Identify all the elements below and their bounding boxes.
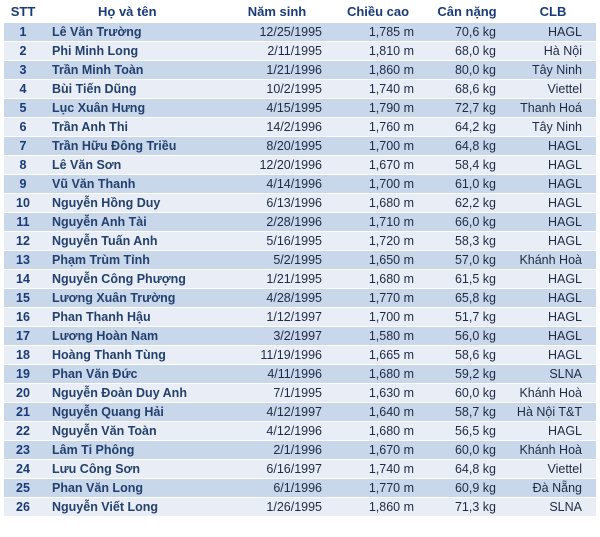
cell-club: Thanh Hoá [510,99,596,118]
cell-birth-date: 4/12/1996 [222,422,332,441]
cell-stt: 2 [4,42,42,61]
cell-name: Nguyễn Quang Hải [42,403,222,422]
table-row [4,308,596,327]
cell-height: 1,700 m [332,308,424,327]
cell-club: HAGL [510,232,596,251]
cell-name: Hoàng Thanh Tùng [42,346,222,365]
cell-club: HAGL [510,175,596,194]
cell-height: 1,670 m [332,156,424,175]
table-row [4,346,596,365]
table-row [4,194,596,213]
cell-stt: 22 [4,422,42,441]
cell-weight: 80,0 kg [424,61,510,80]
table-row [4,365,596,384]
cell-birth-date: 2/11/1995 [222,42,332,61]
cell-birth-date: 1/21/1995 [222,270,332,289]
cell-name: Phạm Trùm Tỉnh [42,251,222,270]
cell-birth-date: 12/20/1996 [222,156,332,175]
header-stt: STT [4,0,42,23]
cell-weight: 58,7 kg [424,403,510,422]
cell-birth-date: 1/26/1995 [222,498,332,517]
cell-club: HAGL [510,194,596,213]
cell-stt: 14 [4,270,42,289]
cell-name: Lương Hoàn Nam [42,327,222,346]
cell-height: 1,790 m [332,99,424,118]
cell-birth-date: 2/1/1996 [222,441,332,460]
cell-name: Phan Văn Đức [42,365,222,384]
cell-club: SLNA [510,365,596,384]
cell-weight: 62,2 kg [424,194,510,213]
cell-name: Nguyễn Văn Toàn [42,422,222,441]
cell-weight: 56,0 kg [424,327,510,346]
cell-club: SLNA [510,498,596,517]
header-weight: Cân nặng [424,0,510,23]
cell-weight: 68,6 kg [424,80,510,99]
cell-stt: 23 [4,441,42,460]
cell-stt: 3 [4,61,42,80]
cell-height: 1,680 m [332,194,424,213]
table-row [4,270,596,289]
cell-birth-date: 1/21/1996 [222,61,332,80]
cell-weight: 57,0 kg [424,251,510,270]
cell-height: 1,785 m [332,23,424,42]
player-roster-table [4,0,596,517]
cell-stt: 24 [4,460,42,479]
cell-name: Nguyễn Anh Tài [42,213,222,232]
cell-height: 1,740 m [332,80,424,99]
table-row [4,80,596,99]
cell-weight: 60,0 kg [424,384,510,403]
cell-height: 1,860 m [332,61,424,80]
cell-club: HAGL [510,289,596,308]
cell-stt: 5 [4,99,42,118]
cell-weight: 60,9 kg [424,479,510,498]
cell-stt: 8 [4,156,42,175]
cell-height: 1,710 m [332,213,424,232]
table-row [4,441,596,460]
cell-club: HAGL [510,213,596,232]
cell-name: Vũ Văn Thanh [42,175,222,194]
table-row [4,403,596,422]
cell-club: Viettel [510,80,596,99]
cell-club: HAGL [510,270,596,289]
cell-birth-date: 5/16/1995 [222,232,332,251]
cell-height: 1,680 m [332,365,424,384]
table-row [4,327,596,346]
cell-birth-date: 12/25/1995 [222,23,332,42]
cell-birth-date: 6/13/1996 [222,194,332,213]
cell-name: Nguyễn Đoàn Duy Anh [42,384,222,403]
cell-stt: 21 [4,403,42,422]
table-row [4,479,596,498]
cell-weight: 70,6 kg [424,23,510,42]
cell-height: 1,700 m [332,137,424,156]
cell-club: Khánh Hoà [510,441,596,460]
cell-name: Trần Hữu Đông Triều [42,137,222,156]
cell-stt: 10 [4,194,42,213]
cell-name: Phan Văn Long [42,479,222,498]
header-row [4,0,596,23]
cell-weight: 56,5 kg [424,422,510,441]
cell-name: Nguyễn Tuấn Anh [42,232,222,251]
table-row [4,99,596,118]
cell-height: 1,580 m [332,327,424,346]
cell-height: 1,760 m [332,118,424,137]
table-header [4,0,596,23]
cell-club: Tây Ninh [510,61,596,80]
cell-club: HAGL [510,422,596,441]
cell-height: 1,640 m [332,403,424,422]
table-row [4,23,596,42]
cell-weight: 64,2 kg [424,118,510,137]
cell-weight: 58,3 kg [424,232,510,251]
table-row [4,213,596,232]
header-club: CLB [510,0,596,23]
table-row [4,460,596,479]
cell-stt: 4 [4,80,42,99]
cell-club: HAGL [510,156,596,175]
cell-club: HAGL [510,346,596,365]
cell-club: Tây Ninh [510,118,596,137]
cell-weight: 64,8 kg [424,137,510,156]
cell-stt: 16 [4,308,42,327]
cell-birth-date: 10/2/1995 [222,80,332,99]
cell-height: 1,650 m [332,251,424,270]
cell-weight: 58,4 kg [424,156,510,175]
cell-weight: 60,0 kg [424,441,510,460]
cell-stt: 7 [4,137,42,156]
cell-name: Lê Văn Sơn [42,156,222,175]
table-row [4,137,596,156]
cell-birth-date: 6/1/1996 [222,479,332,498]
cell-name: Nguyễn Công Phượng [42,270,222,289]
cell-stt: 18 [4,346,42,365]
table-row [4,156,596,175]
cell-stt: 15 [4,289,42,308]
cell-height: 1,680 m [332,270,424,289]
cell-name: Lục Xuân Hưng [42,99,222,118]
cell-stt: 17 [4,327,42,346]
cell-name: Trần Minh Toàn [42,61,222,80]
cell-weight: 66,0 kg [424,213,510,232]
cell-birth-date: 1/12/1997 [222,308,332,327]
cell-name: Lê Văn Trường [42,23,222,42]
cell-height: 1,740 m [332,460,424,479]
cell-height: 1,860 m [332,498,424,517]
cell-name: Phan Thanh Hậu [42,308,222,327]
cell-name: Phi Minh Long [42,42,222,61]
cell-birth-date: 4/12/1997 [222,403,332,422]
cell-club: HAGL [510,137,596,156]
table-row [4,175,596,194]
cell-height: 1,680 m [332,422,424,441]
cell-birth-date: 6/16/1997 [222,460,332,479]
cell-club: Khánh Hoà [510,251,596,270]
cell-stt: 1 [4,23,42,42]
cell-height: 1,670 m [332,441,424,460]
cell-weight: 51,7 kg [424,308,510,327]
cell-birth-date: 8/20/1995 [222,137,332,156]
cell-birth-date: 5/2/1995 [222,251,332,270]
cell-name: Nguyễn Hồng Duy [42,194,222,213]
header-name: Họ và tên [42,0,222,23]
table-row [4,42,596,61]
cell-weight: 61,0 kg [424,175,510,194]
cell-height: 1,770 m [332,479,424,498]
cell-height: 1,810 m [332,42,424,61]
cell-club: HAGL [510,23,596,42]
cell-club: HAGL [510,308,596,327]
table-row [4,118,596,137]
cell-height: 1,700 m [332,175,424,194]
cell-weight: 72,7 kg [424,99,510,118]
cell-birth-date: 2/28/1996 [222,213,332,232]
cell-weight: 71,3 kg [424,498,510,517]
cell-birth-date: 11/19/1996 [222,346,332,365]
cell-birth-date: 4/15/1995 [222,99,332,118]
table-body [4,23,596,517]
cell-height: 1,770 m [332,289,424,308]
cell-stt: 12 [4,232,42,251]
cell-weight: 61,5 kg [424,270,510,289]
table-row [4,232,596,251]
cell-name: Lương Xuân Trường [42,289,222,308]
header-height: Chiều cao [332,0,424,23]
table-row [4,61,596,80]
table-row [4,384,596,403]
cell-club: Hà Nội [510,42,596,61]
cell-stt: 20 [4,384,42,403]
cell-weight: 65,8 kg [424,289,510,308]
table-row [4,289,596,308]
cell-birth-date: 4/28/1995 [222,289,332,308]
cell-stt: 19 [4,365,42,384]
cell-club: Khánh Hoà [510,384,596,403]
cell-weight: 64,8 kg [424,460,510,479]
cell-club: HAGL [510,327,596,346]
cell-club: Viettel [510,460,596,479]
cell-weight: 58,6 kg [424,346,510,365]
cell-name: Lâm Ti Phông [42,441,222,460]
header-year: Năm sinh [222,0,332,23]
cell-name: Trần Anh Thi [42,118,222,137]
cell-birth-date: 4/11/1996 [222,365,332,384]
cell-weight: 68,0 kg [424,42,510,61]
cell-birth-date: 4/14/1996 [222,175,332,194]
cell-club: Đà Nẵng [510,479,596,498]
cell-club: Hà Nội T&T [510,403,596,422]
cell-height: 1,630 m [332,384,424,403]
cell-stt: 9 [4,175,42,194]
cell-stt: 11 [4,213,42,232]
cell-birth-date: 14/2/1996 [222,118,332,137]
cell-name: Lưu Công Sơn [42,460,222,479]
cell-stt: 13 [4,251,42,270]
table-row [4,251,596,270]
table-row [4,498,596,517]
cell-height: 1,665 m [332,346,424,365]
cell-height: 1,720 m [332,232,424,251]
cell-birth-date: 3/2/1997 [222,327,332,346]
table-row [4,422,596,441]
cell-stt: 25 [4,479,42,498]
cell-weight: 59,2 kg [424,365,510,384]
cell-birth-date: 7/1/1995 [222,384,332,403]
cell-stt: 6 [4,118,42,137]
cell-stt: 26 [4,498,42,517]
cell-name: Bùi Tiến Dũng [42,80,222,99]
cell-name: Nguyễn Viết Long [42,498,222,517]
